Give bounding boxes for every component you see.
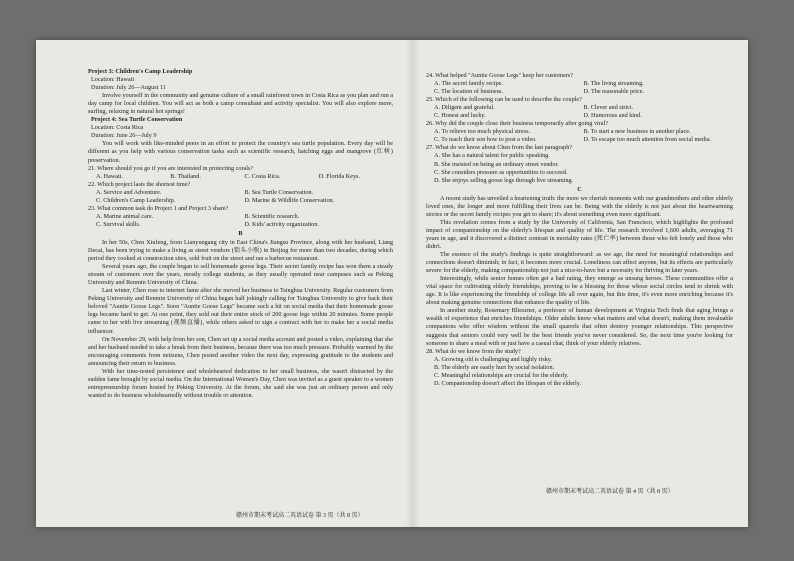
passage-b-paragraph: Last winter, Chen rose to internet fame after she moved her business to Tsinghua University. Regular customers from Peking University and Renmin University of China began half jokingly calling for Tsinghua University to give back their beloved "Auntie Goose Legs". Soon "Auntie Goose Legs" became such a hit on social media that their homemade goose legs became hard to get. At one point, they sold out their entire stock of 200 goose legs within 20 minutes. Some people came to her with live streaming (视频直播), while others asked to sign a contract with her to make her a social media influencer. bbox=[88, 287, 393, 335]
passage-c-paragraph: The essence of the study's findings is quite straightforward: as we age, the need for meaningful relationships and connections doesn't diminish; in fact, it becomes more crucial. Loneliness can affect anyone, but its effects are particularly severe for the elderly, making companionship not just a nice-to-have but a necessity for thriving in later years. bbox=[426, 251, 733, 275]
option-21-c: C. Costa Rica. bbox=[244, 172, 281, 180]
option-25-a: A. Diligent and grateful. bbox=[434, 104, 495, 112]
option-24-d: D. The reasonable price. bbox=[583, 88, 645, 96]
section-b-heading: B bbox=[238, 229, 243, 237]
question-24: 24. What helped "Auntie Goose Legs" keep her customers? bbox=[426, 72, 574, 79]
question-27: 27. What do we know about Chen from the last paragraph? bbox=[426, 144, 573, 152]
option-26-a: A. To relieve too much physical stress. bbox=[434, 128, 531, 136]
project3-location: Location: Hawaii bbox=[91, 76, 135, 84]
option-27-c: C. She considers pressure as opportunities to succeed. bbox=[434, 168, 568, 176]
option-28-c: C. Meaningful relationships are crucial for the elderly. bbox=[434, 371, 569, 379]
option-24-a: A. The secret family recipe. bbox=[434, 80, 503, 88]
passage-c-paragraph: This revelation comes from a study by the University of California, San Francisco, which highlights the profound impact of companionship on the elderly's lifespan and quality of life. The research involved 1,600 adults, averaging 71 years in age, and it discovered a distinct contrast in mortality rates (死亡率) between those who felt lonely and those who didn't. bbox=[426, 218, 733, 250]
question-26: 26. Why did the couple close their business temporarily after going viral? bbox=[426, 120, 609, 128]
option-23-a: A. Marine animal care. bbox=[96, 212, 154, 220]
project4-body: You will work with like-minded peers in an effort to protect the country's sea turtle population. Every day will be different as you help with various conservation tasks such as scientific research, hatching eggs and mangrove (红树) preservation. bbox=[88, 140, 393, 164]
project3-duration: Duration: July 26—August 11 bbox=[91, 84, 166, 92]
options-27 bbox=[426, 152, 733, 184]
project4-location: Location: Costa Rica bbox=[91, 124, 144, 132]
option-28-d: D. Companionship doesn't affect the lifespan of the elderly. bbox=[434, 379, 581, 387]
options-24 bbox=[426, 80, 733, 96]
option-21-b: B. Thailand. bbox=[170, 172, 201, 180]
option-26-d: D. To escape too much attention from social media. bbox=[583, 136, 712, 144]
project3-title: Project 3: Children's Camp Leadership bbox=[88, 68, 193, 75]
question-28: 28. What do we know from the study? bbox=[426, 347, 521, 355]
project4-duration: Duration: June 26—July 9 bbox=[91, 132, 157, 140]
passage-b-paragraph: In her 50s, Chen Xiufeng, from Lianyungang city in East China's Jiangsu Province, along with her husband, Liang Decai, has been trying to make a living as street vendors (街头小贩) in Beijing for more than two decades, during which period they cooked at construction sites, sold fruit on the street and ran a barbecue restaurant. bbox=[88, 238, 393, 263]
right-page-footer: 赣州市期末考试高二英语试卷 第 4 页（共 8 页） bbox=[546, 489, 674, 495]
passage-b-paragraph: On November 29, with help from her son, Chen set up a social media account and posted a video, explaining that she and her husband needed to take a break from their business, because there was too much pressure. Probably warmed by the encouraging comments from netizens, Chen posted another video the next day, expressing gratitude to the students and announcing their return to business. bbox=[88, 335, 393, 367]
left-page-footer: 赣州市期末考试高二英语试卷 第 3 页（共 8 页） bbox=[236, 513, 364, 519]
option-26-b: B. To start a new business in another place. bbox=[583, 128, 691, 136]
passage-c-paragraph: In another study, Rosemary Blieszner, a professor of human development at Virginia Tech finds that aging brings a wealth of experience that enriches friendships. Older adults know what matters and what doesn't, making them invaluable companions who offer wisdom without the small quarrels that often destroy younger relationships. This perspective suggests that seniors could very well be the best friends you've never considered. So, the next time you're looking for someone to share a meal with or just have a casual chat, think of your elderly relatives. bbox=[426, 307, 733, 347]
option-24-b: B. The living streaming. bbox=[583, 80, 644, 88]
options-28 bbox=[426, 356, 733, 388]
section-c-heading: C bbox=[577, 185, 582, 193]
left-page bbox=[88, 68, 393, 400]
page-fold bbox=[406, 40, 420, 527]
option-28-a: A. Growing old is challenging and highly risky. bbox=[434, 355, 553, 363]
option-21-a: A. Hawaii. bbox=[96, 172, 123, 180]
option-24-c: C. The location of business. bbox=[434, 88, 503, 96]
option-26-c: C. To teach their son how to post a video. bbox=[434, 136, 537, 144]
exam-sheet bbox=[36, 40, 748, 527]
passage-c-paragraph: A recent study has unveiled a heartening truth: the more we cherish moments with our grandmothers and other elderly loved ones, the longer and more fulfilling their lives can be. Being with the elderly is not just about the heartwarming stories or the secret family recipes you get to share; it's about something even more significant. bbox=[426, 194, 733, 218]
passage-c-paragraph: Interestingly, while senior homes often get a bad rating, they emerge as unsung heroes. These communities offer a vital space for cultivating elderly friendships, proving to be a blessing for those whose social circles tend to shrink with age. It is like experiencing the friendship of college life all over again, but this time, it's even more enriching because it's about making genuine connections that enhance the quality of life. bbox=[426, 275, 733, 307]
option-22-b: B. Sea Turtle Conservation. bbox=[244, 188, 314, 196]
project4-title: Project 4: Sea Turtle Conservation bbox=[91, 116, 183, 124]
option-25-c: C. Honest and lucky. bbox=[434, 112, 486, 120]
option-27-b: B. She insisted on being an ordinary street vendor. bbox=[434, 160, 559, 168]
options-26 bbox=[426, 128, 733, 144]
option-28-b: B. The elderly are easily hurt by social isolation. bbox=[434, 363, 555, 371]
question-21: 21. Where should you go if you are interested in protecting corals? bbox=[88, 164, 254, 172]
option-21-d: D. Florida Keys. bbox=[318, 172, 360, 180]
option-23-d: D. Kids' activity organization. bbox=[244, 220, 319, 228]
option-25-b: B. Clever and strict. bbox=[583, 104, 634, 112]
options-22 bbox=[88, 189, 393, 205]
option-22-a: A. Service and Adventure. bbox=[96, 188, 162, 196]
option-23-b: B. Scientific research. bbox=[244, 212, 300, 220]
question-25: 25. Which of the following can be used to describe the couple? bbox=[426, 96, 582, 104]
options-25 bbox=[426, 104, 733, 120]
question-22: 22. Which project lasts the shortest time? bbox=[88, 180, 191, 188]
option-22-c: C. Children's Camp Leadership. bbox=[96, 196, 176, 204]
question-23: 23. What common task do Project 1 and Project 3 share? bbox=[88, 204, 229, 212]
option-22-d: D. Marine & Wildlife Conservation. bbox=[244, 196, 335, 204]
option-23-c: C. Survival skills. bbox=[96, 220, 141, 228]
option-27-d: D. She enjoys selling goose legs through live streaming. bbox=[434, 176, 574, 184]
project3-body: Involve yourself in the community and genuine culture of a small rainforest town in Costa Rica as you plan and run a day camp for local children. You will act as both a camp consultant and activity specialist. You will also explore more, surfing, relaxing in natural hot springs! bbox=[88, 92, 393, 116]
options-23 bbox=[88, 213, 393, 229]
passage-b-paragraph: With her time-tested persistence and wholehearted dedication to her small business, she wasn't distracted by the sudden fame brought by social media. On the International Women's Day, Chen was invited as a guest speaker to a women entrepreneurship forum hosted by Peking University. At the forum, she said she was just an ordinary person and only wanted to do business wholeheartedly without trouble or attention. bbox=[88, 367, 393, 399]
right-page bbox=[426, 72, 733, 388]
option-27-a: A. She has a natural talent for public speaking. bbox=[434, 152, 550, 160]
passage-b-paragraph: Several years ago, the couple began to sell homemade goose legs. Their secret family recipe has won them a steady stream of customers over the years, mostly college students, as they usually operated near campuses such as Peking University and Renmin University of China. bbox=[88, 263, 393, 287]
options-21 bbox=[88, 173, 393, 181]
option-25-d: D. Humorous and kind. bbox=[583, 112, 642, 120]
